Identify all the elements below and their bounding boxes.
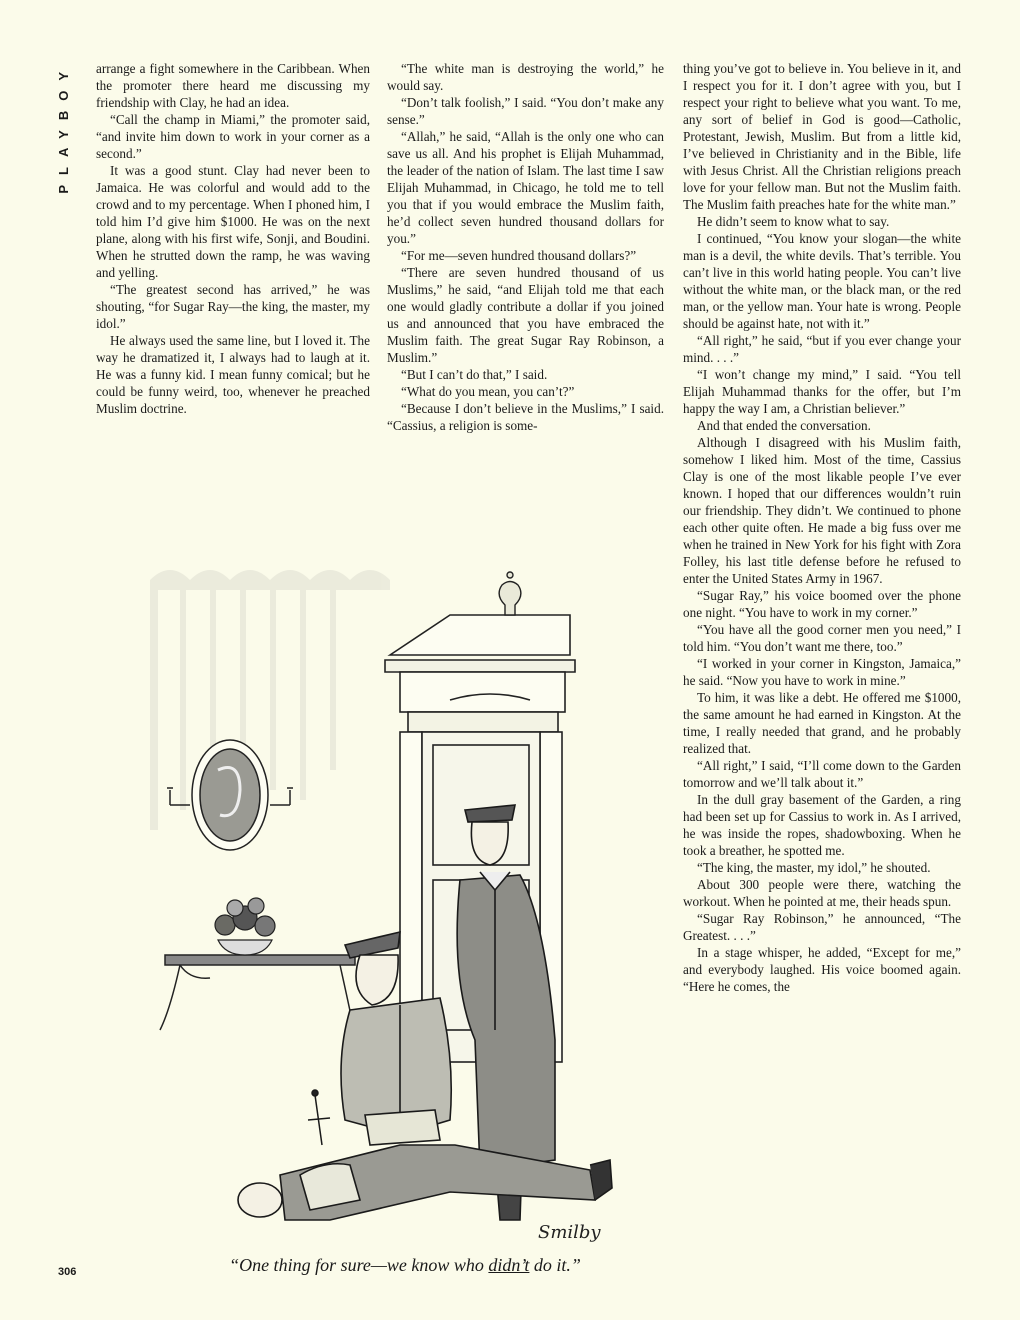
- paragraph: “All right,” I said, “I’ll come down to the Garden tomorrow and we’ll talk about it.”: [683, 758, 961, 790]
- paragraph: “Sugar Ray Robinson,” he announced, “The Greatest. . . .”: [683, 911, 961, 943]
- paragraph: “The greatest second has arrived,” he was shouting, “for Sugar Ray—the king, the master, my idol.”: [96, 282, 370, 331]
- paragraph: “I won’t change my mind,” I said. “You tell Elijah Muhammad thanks for the offer, but I’m happy the way I am, a Christian believer.”: [683, 367, 961, 416]
- paragraph: “You have all the good corner men you need,” I told him. “You don’t want me there, too.”: [683, 622, 961, 654]
- paragraph: “But I can’t do that,” I said.: [401, 367, 548, 382]
- dagger: [308, 1090, 330, 1145]
- paragraph: In the dull gray basement of the Garden, a ring had been set up for Cassius to work in. As I arrived, he was inside the ropes, shadowboxing. When he took a breather, he spotted me.: [683, 792, 961, 858]
- page-number: 306: [58, 1266, 77, 1278]
- paragraph: arrange a fight somewhere in the Caribbean. When the promoter there heard me discussing my friendship with Clay, he had an idea.: [96, 61, 370, 110]
- body-on-floor: [238, 1145, 612, 1220]
- caption-text-end: do it.”: [529, 1255, 581, 1275]
- text-column-1: [96, 60, 370, 417]
- cartoonist-signature: Smilby: [538, 1222, 601, 1243]
- paragraph: thing you’ve got to believe in. You believe in it, and I respect you for it. I don’t agree with you, but I respect your right to believe what you want. To me, any sort of belief in God is good—Catholic, Protestant, Jewish, Muslim. But from a little kid, I’ve believed in Christianity and in the Bible, life with Jesus Christ. All the Christian religions preach love for your fellow man. But not the Muslim faith. The Muslim faith preaches hate for the white man.”: [683, 61, 961, 212]
- caption-text-start: “One thing for sure—we know who: [229, 1255, 489, 1275]
- urn: [499, 572, 521, 615]
- background-curtain: [150, 570, 390, 830]
- paragraph: “The king, the master, my idol,” he shouted.: [697, 860, 931, 875]
- paragraph: “Sugar Ray,” his voice boomed over the phone one night. “You have to work in my corner.”: [683, 588, 961, 620]
- magazine-name-spine: PLAYBOY: [56, 62, 71, 194]
- paragraph: “There are seven hundred thousand of us Muslims,” he said, “and Elijah told me that each one would gladly contribute a dollar if you joined us and announced that you have embraced the Muslim faith. The great Sugar Ray Robinson, a Muslim.”: [387, 265, 664, 365]
- text-column-2: [387, 60, 664, 434]
- paragraph: To him, it was like a debt. He offered me $1000, the same amount he had earned in Kingston. At the time, I really needed that grand, and he probably realized that.: [683, 690, 961, 756]
- paragraph: He didn’t seem to know what to say.: [697, 214, 890, 229]
- paragraph: “Because I don’t believe in the Muslims,” I said. “Cassius, a religion is some-: [387, 401, 664, 433]
- paragraph: “All right,” he said, “but if you ever change your mind. . . .”: [683, 333, 961, 365]
- paragraph: “Don’t talk foolish,” I said. “You don’t make any sense.”: [387, 95, 664, 127]
- paragraph: About 300 people were there, watching the workout. When he pointed at me, their heads spun.: [683, 877, 961, 909]
- paragraph: “Call the champ in Miami,” the promoter said, “and invite him down to work in your corner as a second.”: [96, 112, 370, 161]
- cartoon-caption: [170, 1255, 640, 1276]
- cartoon-illustration: [150, 560, 670, 1275]
- paragraph: He always used the same line, but I loved it. The way he dramatized it, I always had to laugh at it. He was a funny kid. I mean funny comical; but he could be funny weird, too, whenever he preached Muslim doctrine.: [96, 333, 370, 416]
- paragraph: Although I disagreed with his Muslim faith, somehow I liked him. Most of the time, Cassius Clay is one of the most likable people I’ve ever known. I hoped that our differences wouldn’t ruin our friendship. They didn’t. We continued to phone each other quite often. He made a big fuss over me when he trained in New York for his fight with Zora Folley, his last title defense before he refused to enter the United States Army in 1967.: [683, 435, 961, 586]
- paragraph: I continued, “You know your slogan—the white man is a devil, the white devils. That’s terrible. You can’t live in this world hating people. You can’t live without the white man, or the black man, or the red man, or the yellow man. Your hate is wrong. People should be against hate, not with it.”: [683, 231, 961, 331]
- paragraph: And that ended the conversation.: [697, 418, 871, 433]
- flower-vase: [215, 898, 275, 955]
- side-table: [160, 955, 355, 1035]
- paragraph: It was a good stunt. Clay had never been to Jamaica. He was colorful and would add to the crowd and to my percentage. When I phoned him, I told him I’d give him $1000. He was on the next plane, along with his first wife, Sonji, and Boudini. When he strutted down the ramp, he was waving and yelling.: [96, 163, 370, 280]
- text-column-3: [683, 60, 961, 1295]
- paragraph: “Allah,” he said, “Allah is the only one who can save us all. And his prophet is Elijah Muhammad, the leader of the nation of Islam. The last time I saw Elijah Muhammad, in Chicago, he told me to tell you that if you would embrace the Muslim faith, he’d collect seven hundred thousand dollars for you.”: [387, 129, 664, 246]
- caption-text-underlined: didn’t: [488, 1255, 530, 1275]
- paragraph: “The white man is destroying the world,” he would say.: [387, 61, 664, 93]
- paragraph: “For me—seven hundred thousand dollars?”: [401, 248, 637, 263]
- paragraph: In a stage whisper, he added, “Except for me,” and everybody laughed. His voice boomed again. “Here he comes, the: [683, 945, 961, 994]
- paragraph: “What do you mean, you can’t?”: [401, 384, 575, 399]
- paragraph: “I worked in your corner in Kingston, Jamaica,” he said. “Now you have to work in mine.”: [683, 656, 961, 688]
